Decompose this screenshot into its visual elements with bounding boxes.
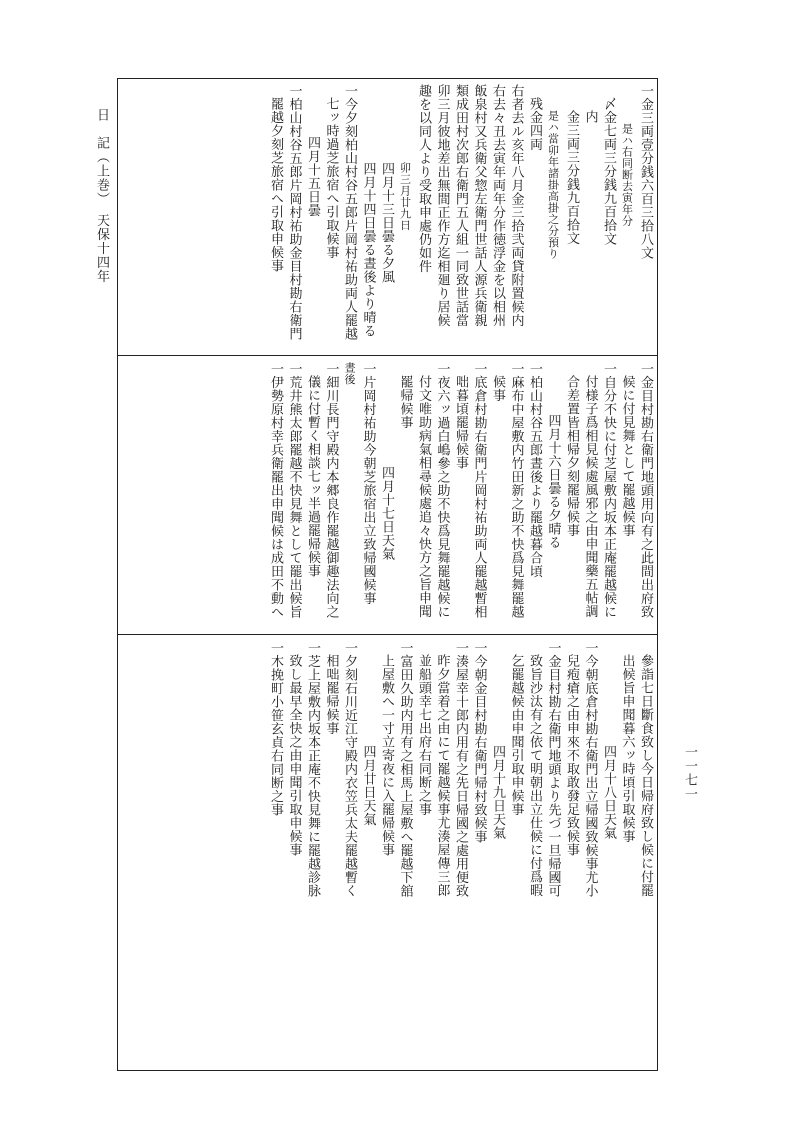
text-column: 候に付見舞として罷越候事	[619, 375, 635, 537]
text-column: 一金目村勘右衛門地頭より先づ一旦帰國可	[545, 641, 561, 898]
text-column: 四月十七日天氣	[379, 466, 394, 561]
text-column: 一金目村勘右衛門地頭用向有之此間出府致	[638, 362, 653, 619]
text-tier-bottom	[122, 641, 654, 909]
text-column: 相咄罷帰候事	[323, 654, 339, 735]
text-column: 一夕刻石川近江守殿内衣笠兵太夫罷越暫く	[342, 641, 357, 898]
text-column: 咄暮頃罷帰候事	[453, 375, 468, 470]
text-column: 卯三月彼地差出無間正作方迄相廻り居候	[434, 84, 450, 327]
text-column: 四月十九日天氣	[490, 745, 505, 840]
text-column: 一夜六ッ過白嶋參之助不快爲見舞罷越候に	[434, 362, 450, 619]
text-column: 右去々丑去寅年両年分作徳浮金を以相州	[490, 84, 505, 327]
text-column: 四月廿日天氣	[360, 745, 376, 826]
text-column: 金三両三分銭九百拾文	[564, 110, 579, 245]
text-column: 残金四両	[527, 97, 542, 151]
text-column: 四月十四日曇る晝後より晴る	[360, 162, 376, 338]
text-column: 一富田久助内用有之相馬上屋敷へ罷越下舘	[397, 641, 413, 898]
text-column: 七ッ時過芝旅宿へ引取候事	[323, 97, 339, 259]
text-tier-top	[122, 84, 654, 352]
page-number: 一一七一	[682, 745, 697, 801]
text-column: 是ハ右同断去寅年分	[620, 123, 634, 227]
text-column: 一柏山村谷五郎片岡村祐助金目村勘右衛門	[286, 84, 302, 341]
text-column: 晝後	[343, 362, 356, 385]
text-column: 一片岡村祐助今朝芝旅宿出立致帰國候事	[360, 362, 376, 605]
text-column: 類成田村次郎右衛門五人組一同致世話當	[453, 84, 468, 327]
text-column: 罷帰候事	[397, 375, 413, 429]
text-column: 付様子爲相見候處風邪之由申聞藥五帖調	[582, 375, 598, 618]
text-column: 致し最早全快之由申聞引取申候事	[286, 654, 302, 857]
text-column: 一木挽町小笹玄貞右同断之事	[268, 641, 283, 817]
text-column: 右者去ル亥年八月金三拾弐両貸附置候内	[508, 84, 524, 327]
text-tier-middle	[122, 362, 654, 630]
text-column: 是ハ當卯年諸掛高掛之分預り	[546, 110, 560, 260]
text-column: 一今朝金目村勘右衛門帰村致候事	[471, 641, 487, 844]
text-column: 飯泉村又兵衛父惣左衛門世話人源兵衛親	[471, 84, 487, 327]
running-header-title: 日 記（上巻） 天保十四年	[94, 108, 109, 284]
text-column: 出候旨申聞暮六ッ時頃引取候事	[619, 654, 635, 843]
text-column: 一麻布中屋敷内竹田新之助不快爲見舞罷越	[508, 362, 524, 619]
tier-divider-2	[117, 634, 658, 635]
text-column: 一芝上屋敷内坂本正庵不快見舞に罷越診脉	[305, 641, 320, 898]
text-column: 一金三両壹分銭六百三拾八文	[638, 84, 653, 260]
text-column: 一湊屋幸十郎内用有之先日帰國之處用便致	[453, 641, 468, 898]
text-column: 昨夕當着之由にて罷越候事尤湊屋傳三郎	[434, 654, 450, 897]
text-column: 罷越夕刻芝旅宿へ引取申候事	[268, 97, 283, 273]
text-column: 一伊勢原村幸兵衛罷出申聞候は成田不動へ	[268, 362, 283, 619]
text-column: 一今朝底倉村勘右衛門出立帰國致候事尤小	[582, 641, 598, 898]
text-column: 乞罷越候由申聞引取申候事	[508, 654, 524, 816]
text-column: 致旨沙汰有之依て明朝出立仕候に付爲暇	[527, 654, 542, 897]
text-column: 一今夕刻柏山村谷五郎片岡村祐助両人罷越	[342, 84, 357, 341]
text-column: 一細川長門守殿内本郷良作罷越御趣法向之	[323, 362, 339, 619]
text-column: 並船頭幸七出府右同断之事	[416, 654, 431, 816]
text-column: 一自分不快に付芝屋敷内坂本正庵罷越候に	[601, 362, 616, 619]
text-column: 四月十八日天氣	[601, 745, 616, 840]
text-column: 儀に付暫く相談七ッ半過罷帰候事	[305, 375, 320, 578]
text-column: 四月十五日曇	[305, 136, 320, 217]
text-column: 一柏山村谷五郎晝後より罷越暮合頃	[527, 362, 542, 578]
text-column: 參詣七日斷食致し今日帰府致し候に付罷	[638, 654, 653, 897]
text-column: 上屋敷へ一寸立寄夜に入罷帰候事	[379, 654, 394, 857]
text-column: 四月十三日曇る夕風	[379, 162, 394, 284]
text-column: 兒疱瘡之由申來不取敢發足致候事	[564, 654, 579, 857]
text-column: 一荒井熊太郎罷越不快見舞として罷出候旨	[286, 362, 302, 619]
text-column: 〆金七両三分銭九百拾文	[601, 97, 616, 246]
text-column: 内	[582, 110, 598, 124]
text-column: 卯三月廿九日	[398, 162, 412, 231]
tier-divider-1	[117, 355, 658, 356]
text-column: 趣を以同人より受取申處仍如件	[416, 84, 431, 273]
text-column: 合差置皆相帰夕刻罷帰候事	[564, 375, 579, 537]
text-column: 付文唯助病氣相尋候處追々快方之旨申聞	[416, 375, 431, 618]
text-column: 候事	[490, 375, 505, 402]
text-column: 四月十六日曇る夕晴る	[545, 414, 561, 549]
text-column: 一底倉村勘右衛門片岡村祐助両人罷越暫相	[471, 362, 487, 619]
